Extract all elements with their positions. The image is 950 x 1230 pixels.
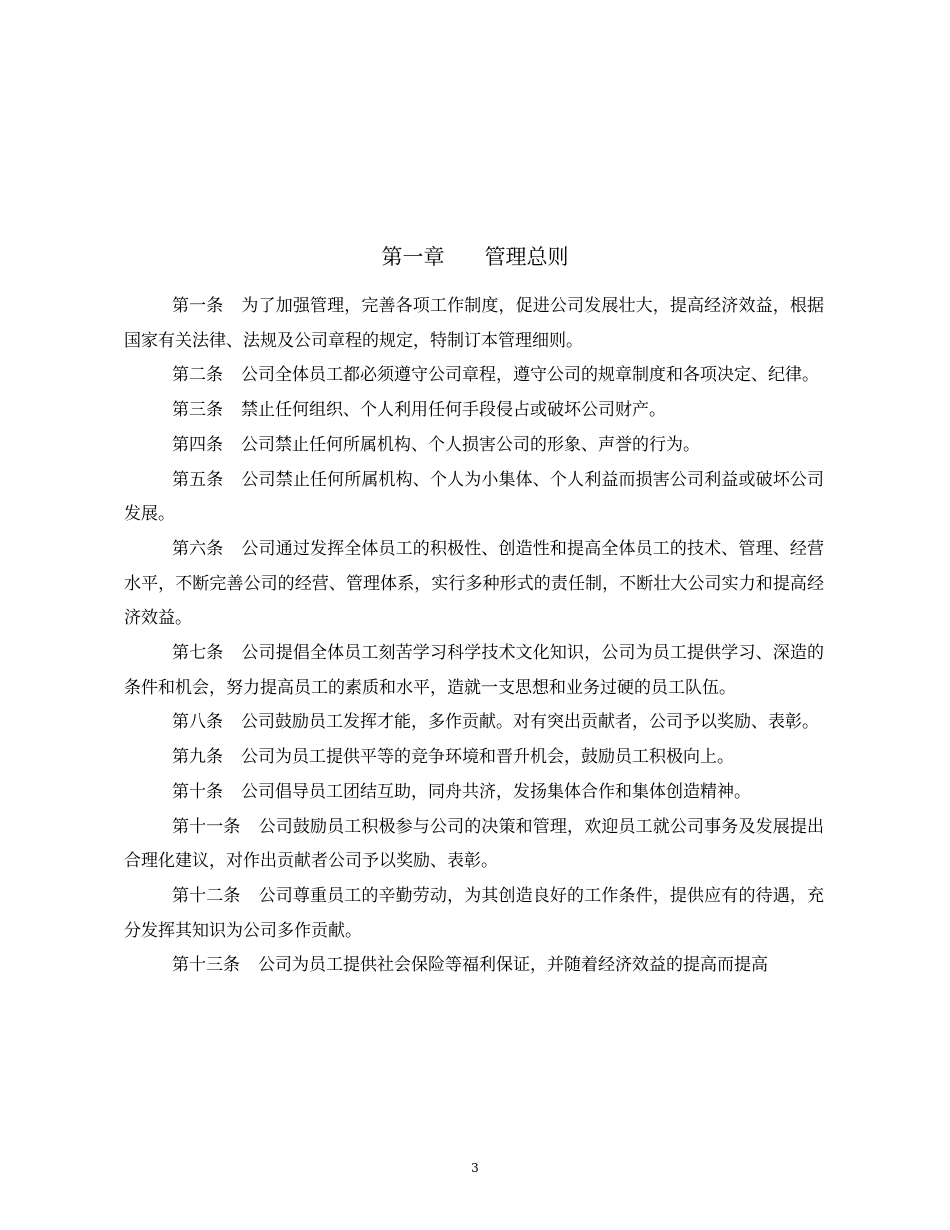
article-number: 第五条 xyxy=(172,469,224,490)
article-list xyxy=(124,289,824,983)
article-13 xyxy=(124,948,824,983)
article-text: 公司尊重员工的辛勤劳动，为其创造良好的工作条件，提供应有的待遇，充分发挥其知识为公司多作贡献。 xyxy=(124,885,825,941)
article-5 xyxy=(124,463,824,532)
page-number: 3 xyxy=(471,1161,479,1175)
article-12 xyxy=(124,879,824,948)
article-text: 公司禁止任何所属机构、个人损害公司的形象、声誉的行为。 xyxy=(241,434,700,455)
chapter-name: 管理总则 xyxy=(484,245,569,269)
article-text: 公司禁止任何所属机构、个人为小集体、个人利益而损害公司利益或破坏公司发展。 xyxy=(124,469,825,525)
article-text: 为了加强管理，完善各项工作制度，促进公司发展壮大，提高经济效益，根据国家有关法律、法规及公司章程的规定，特制订本管理细则。 xyxy=(124,296,825,351)
article-number: 第二条 xyxy=(172,365,223,386)
article-text: 公司倡导员工团结互助，同舟共济，发扬集体合作和集体创造精神。 xyxy=(241,781,751,802)
article-text: 公司为员工提供社会保险等福利保证，并随着经济效益的提高而提高 xyxy=(258,955,768,976)
article-number: 第十一条 xyxy=(172,816,241,837)
article-6 xyxy=(124,532,824,636)
article-number: 第八条 xyxy=(172,712,223,733)
article-7 xyxy=(124,636,824,705)
article-11 xyxy=(124,810,824,879)
article-text: 公司提倡全体员工刻苦学习科学技术文化知识，公司为员工提供学习、深造的条件和机会，努力提高员工的素质和水平，造就一支思想和业务过硬的员工队伍。 xyxy=(124,643,825,698)
article-text: 公司鼓励员工发挥才能，多作贡献。对有突出贡献者，公司予以奖励、表彰。 xyxy=(241,712,819,733)
article-8 xyxy=(124,705,824,740)
article-1 xyxy=(124,289,824,358)
article-text: 禁止任何组织、个人利用任何手段侵占或破坏公司财产。 xyxy=(241,400,666,421)
article-text: 公司为员工提供平等的竞争环境和晋升机会，鼓励员工积极向上。 xyxy=(241,747,734,768)
article-2 xyxy=(124,358,824,393)
article-number: 第七条 xyxy=(172,643,224,664)
article-number: 第九条 xyxy=(172,747,223,768)
chapter-number: 第一章 xyxy=(381,245,445,269)
article-text: 公司鼓励员工积极参与公司的决策和管理，欢迎员工就公司事务及发展提出合理化建议，对作出贡献者公司予以奖励、表彰。 xyxy=(124,816,825,872)
article-3 xyxy=(124,393,824,428)
article-number: 第一条 xyxy=(172,296,224,316)
article-number: 第四条 xyxy=(172,434,223,455)
chapter-title xyxy=(0,242,950,272)
article-text: 公司全体员工都必须遵守公司章程，遵守公司的规章制度和各项决定、纪律。 xyxy=(241,365,819,386)
article-number: 第十三条 xyxy=(172,955,240,976)
article-number: 第六条 xyxy=(172,538,224,559)
article-4 xyxy=(124,428,824,463)
article-number: 第三条 xyxy=(172,400,223,421)
article-10 xyxy=(124,775,824,810)
article-9 xyxy=(124,740,824,775)
article-number: 第十二条 xyxy=(172,885,241,906)
article-text: 公司通过发挥全体员工的积极性、创造性和提高全体员工的技术、管理、经营水平，不断完善公司的经营、管理体系，实行多种形式的责任制，不断壮大公司实力和提高经济效益。 xyxy=(124,538,825,629)
article-number: 第十条 xyxy=(172,781,223,802)
